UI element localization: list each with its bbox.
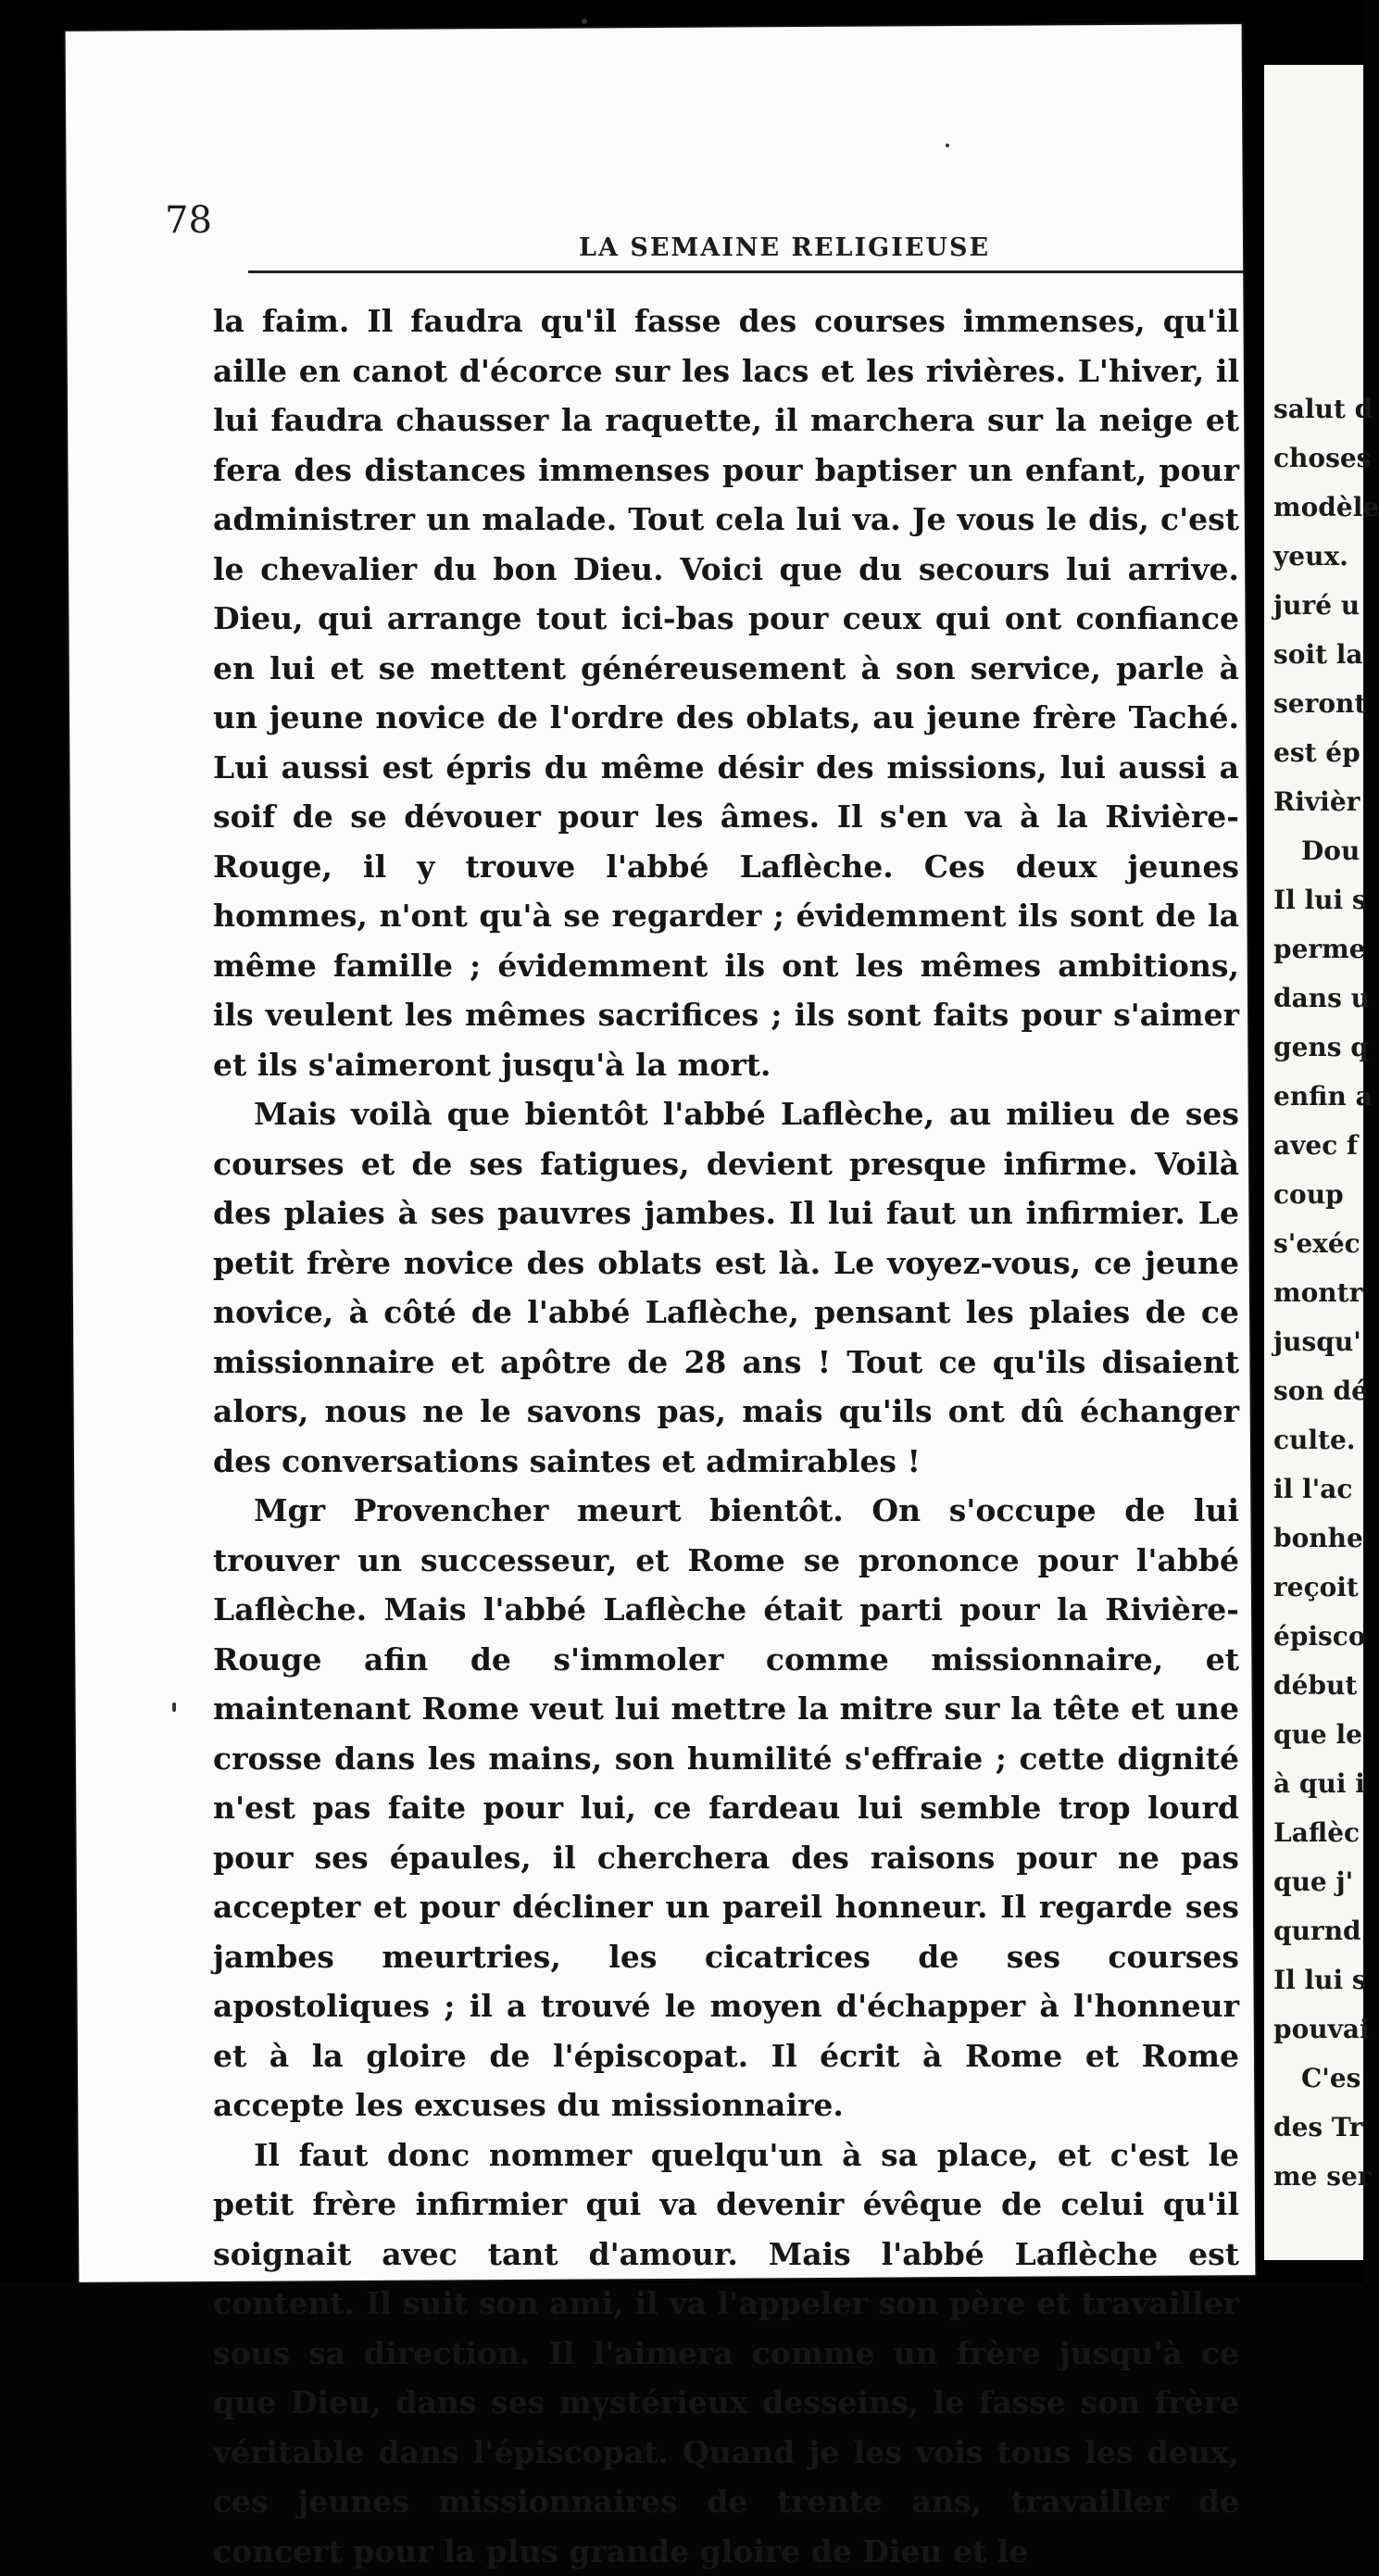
facing-page-text (1273, 384, 1379, 2201)
facing-line: modèle (1273, 483, 1379, 532)
scan-speck (946, 144, 949, 147)
facing-line: Il lui s (1273, 875, 1379, 924)
article-body (213, 296, 1239, 2576)
facing-line: juré u (1273, 581, 1379, 630)
facing-line: jusqu' (1273, 1317, 1379, 1366)
facing-line: à qui i (1273, 1759, 1379, 1808)
facing-line: avec f (1273, 1121, 1379, 1170)
facing-line: son dé (1273, 1366, 1379, 1415)
facing-line: Il lui s (1273, 1955, 1379, 2004)
facing-line: C'es (1273, 2054, 1379, 2103)
header-rule (248, 270, 1244, 273)
facing-line: Rivièr (1273, 777, 1379, 826)
facing-line: yeux. (1273, 532, 1379, 581)
facing-page-edge (1264, 65, 1363, 2260)
facing-line: perme (1273, 924, 1379, 974)
facing-line: salut d (1273, 384, 1379, 434)
facing-line: s'exéc (1273, 1219, 1379, 1268)
facing-line: culte. (1273, 1415, 1379, 1464)
facing-line: me ser (1273, 2152, 1379, 2201)
facing-line: bonhe (1273, 1514, 1379, 1563)
facing-line: dans u (1273, 974, 1379, 1023)
facing-line: enfin a (1273, 1072, 1379, 1121)
facing-line: Laflèc (1273, 1808, 1379, 1857)
facing-line: début (1273, 1661, 1379, 1710)
facing-line: reçoit (1273, 1563, 1379, 1612)
paragraph: la faim. Il faudra qu'il fasse des courses immenses, qu'il aille en canot d'écorce sur les lacs et les rivières. L'hiver, il lui faudra chausser la raquette, il marchera sur la neige et fera des distances immenses pour baptiser un enfant, pour administrer un malade. Tout cela lui va. Je vous le dis, c'est le chevalier du bon Dieu. Voici que du secours lui arrive. Dieu, qui arrange tout ici-bas pour ceux qui ont confiance en lui et se mettent généreusement à son service, parle à un jeune novice de l'ordre des oblats, au jeune frère Taché. Lui aussi est épris du même désir des missions, lui aussi a soif de se dévouer pour les âmes. Il s'en va à la Rivière-Rouge, il y trouve l'abbé Laflèche. Ces deux jeunes hommes, n'ont qu'à se regarder ; évidemment ils sont de la même famille ; évidemment ils ont les mêmes ambitions, ils veulent les mêmes sacrifices ; ils sont faits pour s'aimer et ils s'aimeront jusqu'à la mort. (213, 296, 1239, 1089)
paragraph: Mais voilà que bientôt l'abbé Laflèche, au milieu de ses courses et de ses fatigues, devient presque infirme. Voilà des plaies à ses pauvres jambes. Il lui faut un infirmier. Le petit frère novice des oblats est là. Le voyez-vous, ce jeune novice, à côté de l'abbé Laflèche, pensant les plaies de ce missionnaire et apôtre de 28 ans ! Tout ce qu'ils disaient alors, nous ne le savons pas, mais qu'ils ont dû échanger des conversations saintes et admirables ! (213, 1089, 1239, 1486)
facing-line: des Tr (1273, 2103, 1379, 2152)
facing-line: gens q (1273, 1023, 1379, 1072)
facing-line: pouvai (1273, 2004, 1379, 2054)
scan-speck (172, 1703, 176, 1712)
facing-line: épisco (1273, 1612, 1379, 1661)
facing-line: Dou (1273, 826, 1379, 875)
paragraph: Il faut donc nommer quelqu'un à sa place, et c'est le petit frère infirmier qui va devenir évêque de celui qu'il soignait avec tant d'amour. Mais l'abbé Laflèche est content. Il suit son ami, il va l'appeler son père et travailler sous sa direction. Il l'aimera comme un frère jusqu'à ce que Dieu, dans ses mystérieux desseins, le fasse son frère véritable dans l'épiscopat. Quand je les vois tous les deux, ces jeunes missionnaires de trente ans, travailler de concert pour la plus grande gloire de Dieu et le (213, 2130, 1239, 2576)
facing-line: que j' (1273, 1857, 1379, 1906)
facing-line: que le (1273, 1710, 1379, 1759)
facing-line: soit la (1273, 630, 1379, 679)
running-head: LA SEMAINE RELIGIEUSE (579, 233, 990, 262)
paragraph: Mgr Provencher meurt bientôt. On s'occupe de lui trouver un successeur, et Rome se prononce pour l'abbé Laflèche. Mais l'abbé Laflèche était parti pour la Rivière-Rouge afin de s'immoler comme missionnaire, et maintenant Rome veut lui mettre la mitre sur la tête et une crosse dans les mains, son humilité s'effraie ; cette dignité n'est pas faite pour lui, ce fardeau lui semble trop lourd pour ses épaules, il cherchera des raisons pour ne pas accepter et pour décliner un pareil honneur. Il regarde ses jambes meurtries, les cicatrices de ses courses apostoliques ; il a trouvé le moyen d'échapper à l'honneur et à la gloire de l'épiscopat. Il écrit à Rome et Rome accepte les excuses du missionnaire. (213, 1486, 1239, 2130)
facing-line: choses (1273, 434, 1379, 483)
facing-line: qurnd (1273, 1906, 1379, 1955)
facing-line: est ép (1273, 728, 1379, 777)
page-number: 78 (165, 199, 212, 242)
facing-line: montr (1273, 1268, 1379, 1317)
scan-speck (582, 19, 587, 24)
facing-line: coup (1273, 1170, 1379, 1219)
facing-line: il l'ac (1273, 1464, 1379, 1514)
facing-line: seront (1273, 679, 1379, 728)
